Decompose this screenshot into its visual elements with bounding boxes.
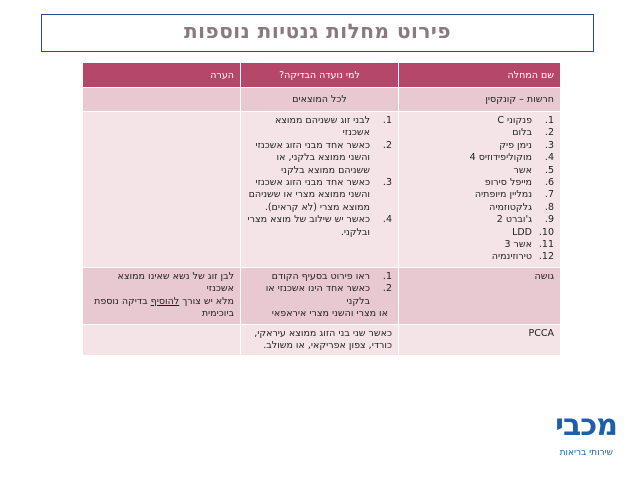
list-item: 3. נימן פיק [499,139,554,151]
target-line: כאשר שני בני הזוג ממוצא עיראקי, [254,327,392,339]
note-cell [83,112,241,268]
disease-cell: חרשות – קונקסין [399,88,561,112]
list-item: 2. כאשר אחד מבני הזוג אשכנזי [255,139,392,151]
target-cell [241,267,399,324]
list-item: 6. מייפל סירופ [484,177,554,189]
note-underlined: להוסיף [150,295,180,307]
list-item: 5. אשר [513,164,554,176]
list-item: או מצרי והשני מצרי איראפאי [271,308,388,320]
slide-title: פירוט מחלות גנטיות נוספות [184,19,451,43]
target-cell [241,324,399,356]
list-item: 2. כאשר אחד הינו אשכנזי או בלקני [265,283,392,307]
disease-cell [399,112,561,268]
logo-wordmark: מכבי [555,408,617,443]
table-row [83,88,561,112]
list-item: 7. נמליין מיופתיה [474,189,554,201]
list-item: 1. ראו פירוט בסעיף הקודם [271,270,392,282]
list-item: 12. טירוזינמיה [491,251,554,263]
list-item: 2. בלום [512,127,554,139]
list-item: ממוצא מצרי (לא קראים). [264,201,370,213]
note-cell [83,88,241,112]
list-item: ובלקני. [340,226,370,238]
list-item: 10. LDD [512,226,554,238]
list-item: 8. גלקטוזמיה [489,201,554,213]
logo-subtitle: שירותי בריאות [559,448,613,458]
table-row [83,267,561,324]
disease-list [405,115,554,264]
note-line: מלא יש צורך להוסיף בדיקה נוספת [94,295,234,307]
title-frame [41,14,594,52]
note-cell [83,267,241,324]
list-item: 4. מוקוליפידוזיס 4 [469,152,554,164]
table-row [83,112,561,268]
list-item: אשכנזי [342,127,370,139]
target-cell: לכל המוצאים [241,88,399,112]
list-item: 1. פנקוני C [497,115,554,126]
note-cell [83,324,241,356]
target-list [247,115,392,239]
note-line: ביוכימית [201,308,234,320]
list-item: 3. כאשר אחד מבני הזוג אשכנזי [255,177,392,189]
disease-cell: PCCA [399,324,561,356]
list-item: והשני ממוצא בלקני, או [276,152,370,164]
header-note: הערה [83,63,241,88]
list-item: 9. ג'וברט 2 [496,214,554,226]
maccabi-logo [533,408,617,468]
list-item: 4. כאשר יש שילוב של מוצא מצרי [247,214,392,226]
header-target: למי נועדה הבדיקה? [241,63,399,88]
note-line: לבן זוג של נשא שאינו ממוצא אשכנזי [117,270,234,295]
list-item: והשני ממוצא מצרי או ששניהם [248,189,370,201]
list-item: 1. לבני זוג ששניהם ממוצא [274,115,392,126]
list-item: ששניהם ממוצא בלקני [281,164,370,176]
disease-cell: גושה [399,267,561,324]
table-header-row [83,63,561,88]
target-line: כורדי, צפון אפריקאי, או משולב. [263,339,392,351]
target-list [247,271,392,321]
header-disease: שם המחלה [399,63,561,88]
table-row [83,324,561,356]
genetic-diseases-table [82,62,561,356]
list-item: 11. אשר 3 [504,239,554,251]
target-cell [241,112,399,268]
